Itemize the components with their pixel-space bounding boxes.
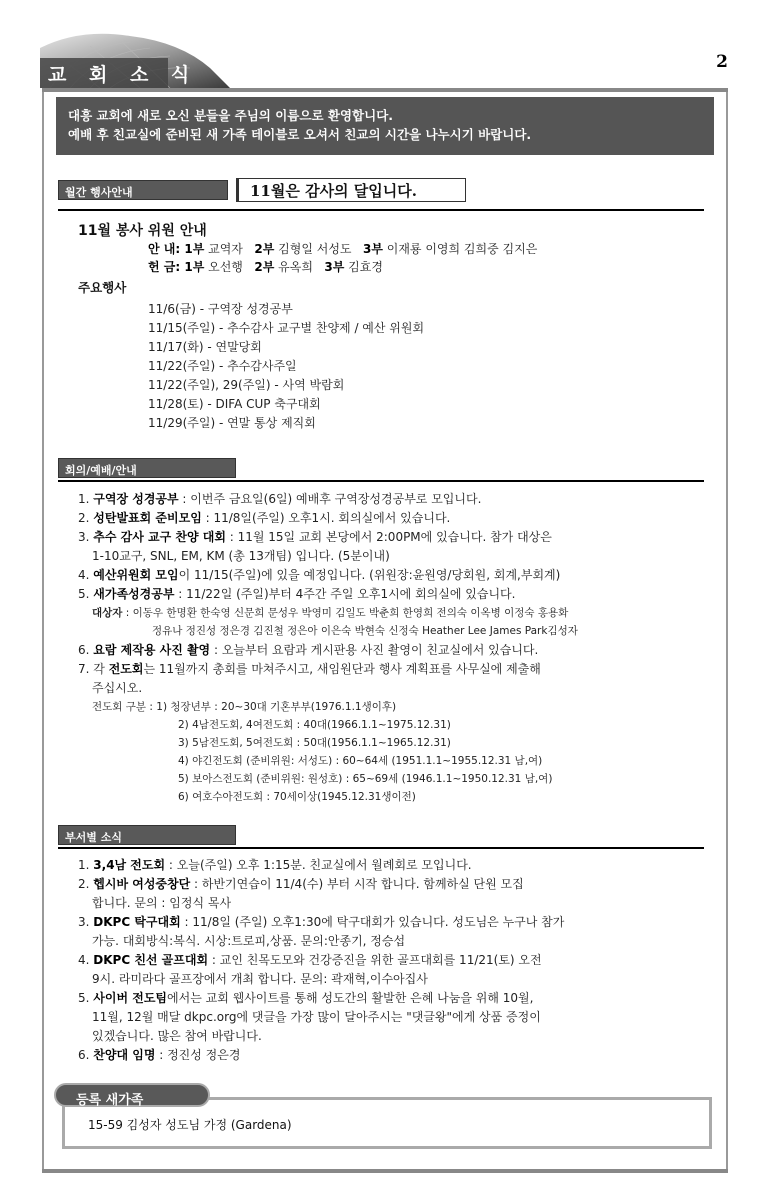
meetings-rule	[58, 480, 704, 482]
meeting-item-cont: 주십시오.	[92, 681, 143, 695]
event-item: 11/15(주일) - 추수감사 교구별 찬양제 / 예산 위원회	[148, 321, 425, 335]
dept-item: 3. DKPC 탁구대회 : 11/8일 (주일) 오후1:30에 탁구대회가 있습니다. 성도님은 누구나 참가	[78, 915, 565, 929]
dept-item-cont: 있겠습니다. 많은 참여 바랍니다.	[92, 1029, 262, 1043]
dept-item-cont: 9시. 라미라다 골프장에서 개최 합니다. 문의: 곽재혁,이수아집사	[92, 972, 428, 986]
group-item: 3) 5남전도회, 5여전도회 : 50대(1956.1.1~1965.12.31)	[178, 737, 451, 749]
usher-names: 이재룡 이영희 김희중 김지은	[386, 242, 538, 256]
meeting-item: 2. 성탄발표회 준비모임 : 11/8일(주일) 오후1시. 회의실에서 있습니다.	[78, 511, 451, 525]
event-item: 11/17(화) - 연말당회	[148, 340, 262, 354]
departments-rule	[58, 847, 704, 849]
usher-names: 교역자	[208, 242, 243, 256]
frame-bottom-border	[42, 1169, 728, 1173]
event-item: 11/6(금) - 구역장 성경공부	[148, 302, 293, 316]
ushers-row	[148, 240, 537, 257]
meeting-participants: 대상자 : 이동우 한명환 한숙영 신문희 문성우 박영미 김일도 박춘희 한영희 전의숙 이옥병 이정숙 홍용화	[92, 607, 569, 619]
group-item: 5) 보아스전도회 (준비위원: 원성호) : 65~69세 (1946.1.1~1950.12.31 남,여)	[178, 773, 553, 785]
meeting-participants-cont: 정유나 정진성 정은경 김진철 정은아 이은숙 박현숙 신정숙 Heather Lee James Park김성자	[152, 625, 578, 637]
meeting-item: 3. 추수 감사 교구 찬양 대회 : 11월 15일 교회 본당에서 2:00PM에 있습니다. 참가 대상은	[78, 530, 552, 544]
event-item: 11/29(주일) - 연말 통상 제직회	[148, 416, 316, 430]
offering-names: 김효경	[348, 260, 383, 274]
dept-item-cont: 11월, 12월 매달 dkpc.org에 댓글을 가장 많이 달아주시는 "댓글왕"에게 상품 증정이	[92, 1010, 541, 1024]
meeting-item: 4. 예산위원회 모임이 11/15(주일)에 있을 예정입니다. (위원장:윤원영/당회원, 회계,부회계)	[78, 568, 561, 582]
offering-label: 헌 금:	[148, 260, 185, 274]
dept-item: 1. 3,4남 전도회 : 오늘(주일) 오후 1:15분. 친교실에서 월례회로 모입니다.	[78, 858, 472, 872]
dept-item: 2. 헵시바 여성중창단 : 하반기연습이 11/4(수) 부터 시작 합니다. 함께하실 단원 모집	[78, 877, 524, 891]
offering-part: 3부	[324, 260, 345, 274]
welcome-line-1: 대흥 교회에 새로 오신 분들을 주님의 이름으로 환영합니다.	[68, 108, 394, 123]
offering-row	[148, 258, 383, 275]
dept-item: 5. 사이버 전도팀에서는 교회 웹사이트를 통해 성도간의 활발한 은혜 나눔을 위해 10월,	[78, 991, 534, 1005]
event-item: 11/22(주일), 29(주일) - 사역 박람회	[148, 378, 345, 392]
meeting-item: 7. 각 전도회는 11월까지 총회를 마쳐주시고, 새임원단과 행사 계획표를 사무실에 제출해	[78, 662, 541, 676]
monthly-title: 11월은 감사의 달입니다.	[250, 182, 417, 200]
event-item: 11/28(토) - DIFA CUP 축구대회	[148, 397, 321, 411]
offering-names: 오선행	[208, 260, 243, 274]
group-item: 4) 야긴전도회 (준비위원: 서성도) : 60~64세 (1951.1.1~1955.12.31 남,여)	[178, 755, 543, 767]
group-item: 2) 4남전도회, 4여전도회 : 40대(1966.1.1~1975.12.31)	[178, 719, 451, 731]
page-header	[40, 28, 740, 90]
ushers-label: 안 내:	[148, 242, 185, 256]
frame-top-border	[42, 88, 728, 92]
offering-part: 1부	[184, 260, 205, 274]
events-heading: 주요행사	[78, 280, 127, 295]
meeting-item: 5. 새가족성경공부 : 11/22일 (주일)부터 4주간 주일 오후1시에 회의실에 있습니다.	[78, 587, 516, 601]
dept-item-cont: 가능. 대회방식:복식. 시상:트로피,상품. 문의:안종기, 정승섭	[92, 934, 406, 948]
meeting-item: 1. 구역장 성경공부 : 이번주 금요일(6일) 예배후 구역장성경공부로 모입니다.	[78, 492, 482, 506]
monthly-rule	[58, 209, 704, 211]
group-item: 6) 여호수아전도회 : 70세이상(1945.12.31생이전)	[178, 791, 416, 803]
departments-tag: 부서별 소식	[58, 825, 236, 845]
event-item: 11/22(주일) - 추수감사주일	[148, 359, 297, 373]
registration-tag: 등록 새가족	[54, 1083, 210, 1107]
dept-item: 6. 찬양대 임명 : 정진성 정은경	[78, 1048, 241, 1062]
groups-label: 전도회 구분 : 1) 청장년부 : 20~30대 기혼부부(1976.1.1생이후)	[92, 701, 397, 713]
offering-names: 유옥희	[278, 260, 313, 274]
duty-heading: 11월 봉사 위원 안내	[78, 223, 207, 239]
meeting-item-cont: 1-10교구, SNL, EM, KM (총 13개팀) 입니다. (5분이내)	[92, 549, 390, 563]
usher-part: 2부	[254, 242, 275, 256]
dept-item: 4. DKPC 친선 골프대회 : 교인 친목도모와 건강증진을 위한 골프대회를 11/21(토) 오전	[78, 953, 542, 967]
usher-names: 김형일 서성도	[278, 242, 352, 256]
welcome-banner	[56, 97, 714, 155]
section-title: 교 회 소 식	[48, 64, 198, 86]
dept-item-cont: 합니다. 문의 : 임정식 목사	[92, 896, 232, 910]
meetings-tag: 회의/예배/안내	[58, 458, 236, 478]
registration-entry: 15-59 김성자 성도님 가정 (Gardena)	[88, 1118, 292, 1132]
page-number: 2	[716, 52, 728, 72]
offering-part: 2부	[254, 260, 275, 274]
usher-part: 1부	[184, 242, 205, 256]
welcome-line-2: 예배 후 친교실에 준비된 새 가족 테이블로 오셔서 친교의 시간을 나누시기 바랍니다.	[68, 127, 532, 142]
monthly-events-tag: 월간 행사안내	[58, 180, 228, 200]
usher-part: 3부	[362, 242, 383, 256]
meeting-item: 6. 요람 제작용 사진 촬영 : 오늘부터 요람과 게시판용 사진 촬영이 친교실에서 있습니다.	[78, 643, 539, 657]
